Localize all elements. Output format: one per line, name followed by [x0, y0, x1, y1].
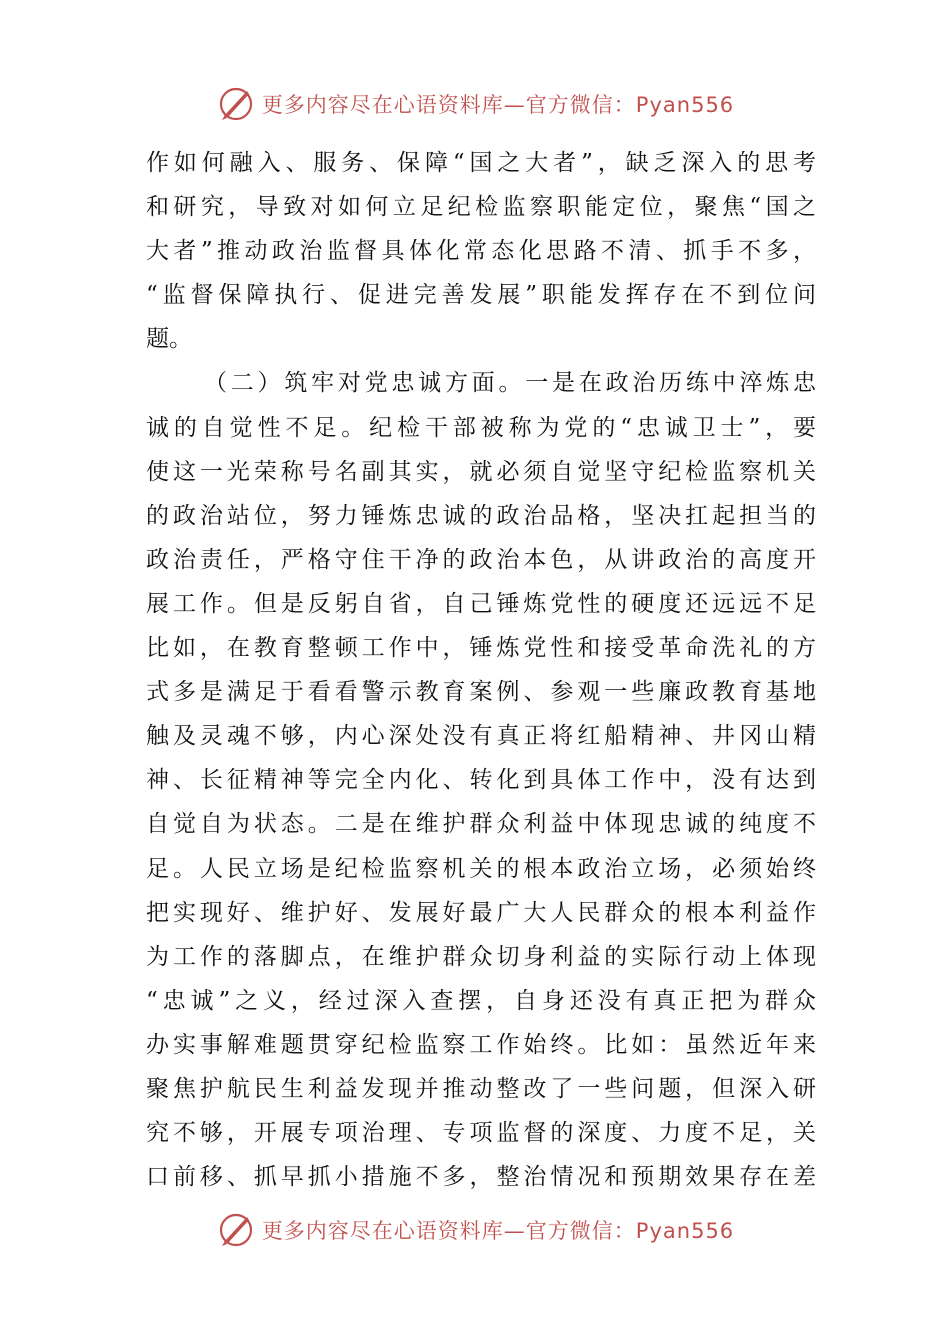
body-line: 使这一光荣称号名副其实，就必须自觉坚守纪检监察机关 — [146, 458, 816, 485]
watermark-text: 更多内容尽在心语资料库—官方微信：Pyan556 — [261, 93, 735, 117]
footer-watermark — [0, 1208, 950, 1252]
body-line: 聚焦护航民生利益发现并推动整改了一些问题，但深入研 — [146, 1075, 816, 1102]
quill-pen-logo-icon — [216, 84, 256, 124]
body-line: 题。 — [146, 326, 192, 353]
body-line: 究不够，开展专项治理、专项监督的深度、力度不足，关 — [146, 1120, 816, 1147]
body-line: 的政治站位，努力锤炼忠诚的政治品格，坚决扛起担当的 — [146, 502, 816, 529]
body-line: 自觉自为状态。二是在维护群众利益中体现忠诚的纯度不 — [146, 811, 816, 838]
body-line: 口前移、抓早抓小措施不多，整治情况和预期效果存在差 — [146, 1164, 816, 1191]
body-line: 把实现好、维护好、发展好最广大人民群众的根本利益作 — [146, 899, 816, 926]
body-line: “监督保障执行、促进完善发展”职能发挥存在不到位问 — [146, 282, 816, 309]
body-line: 政治责任，严格守住干净的政治本色，从讲政治的高度开 — [146, 546, 816, 573]
quill-pen-logo-icon — [216, 1210, 256, 1250]
document-body — [146, 141, 816, 1199]
header-watermark — [0, 82, 950, 126]
watermark-text: 更多内容尽在心语资料库—官方微信：Pyan556 — [261, 1219, 735, 1243]
body-line: 大者”推动政治监督具体化常态化思路不清、抓手不多， — [146, 238, 816, 265]
body-line: 为工作的落脚点，在维护群众切身利益的实际行动上体现 — [146, 943, 816, 970]
body-line: 足。人民立场是纪检监察机关的根本政治立场，必须始终 — [146, 855, 816, 882]
body-line: 办实事解难题贯穿纪检监察工作始终。比如：虽然近年来 — [146, 1031, 816, 1058]
body-line: “忠诚”之义，经过深入查摆，自身还没有真正把为群众 — [146, 987, 816, 1014]
body-line: 展工作。但是反躬自省，自己锤炼党性的硬度还远远不足 — [146, 590, 816, 617]
body-line: 诚的自觉性不足。纪检干部被称为党的“忠诚卫士”，要 — [146, 414, 816, 441]
body-line: 式多是满足于看看警示教育案例、参观一些廉政教育基地 — [146, 679, 816, 706]
section-heading-line: （二）筑牢对党忠诚方面。一是在政治历练中淬炼忠 — [204, 370, 816, 397]
body-line: 作如何融入、服务、保障“国之大者”，缺乏深入的思考 — [146, 150, 816, 176]
body-line: 神、长征精神等完全内化、转化到具体工作中，没有达到 — [146, 767, 816, 794]
body-line: 比如，在教育整顿工作中，锤炼党性和接受革命洗礼的方 — [146, 635, 816, 662]
body-line: 触及灵魂不够，内心深处没有真正将红船精神、井冈山精 — [146, 723, 816, 750]
body-line: 和研究，导致对如何立足纪检监察职能定位，聚焦“国之 — [146, 194, 816, 221]
